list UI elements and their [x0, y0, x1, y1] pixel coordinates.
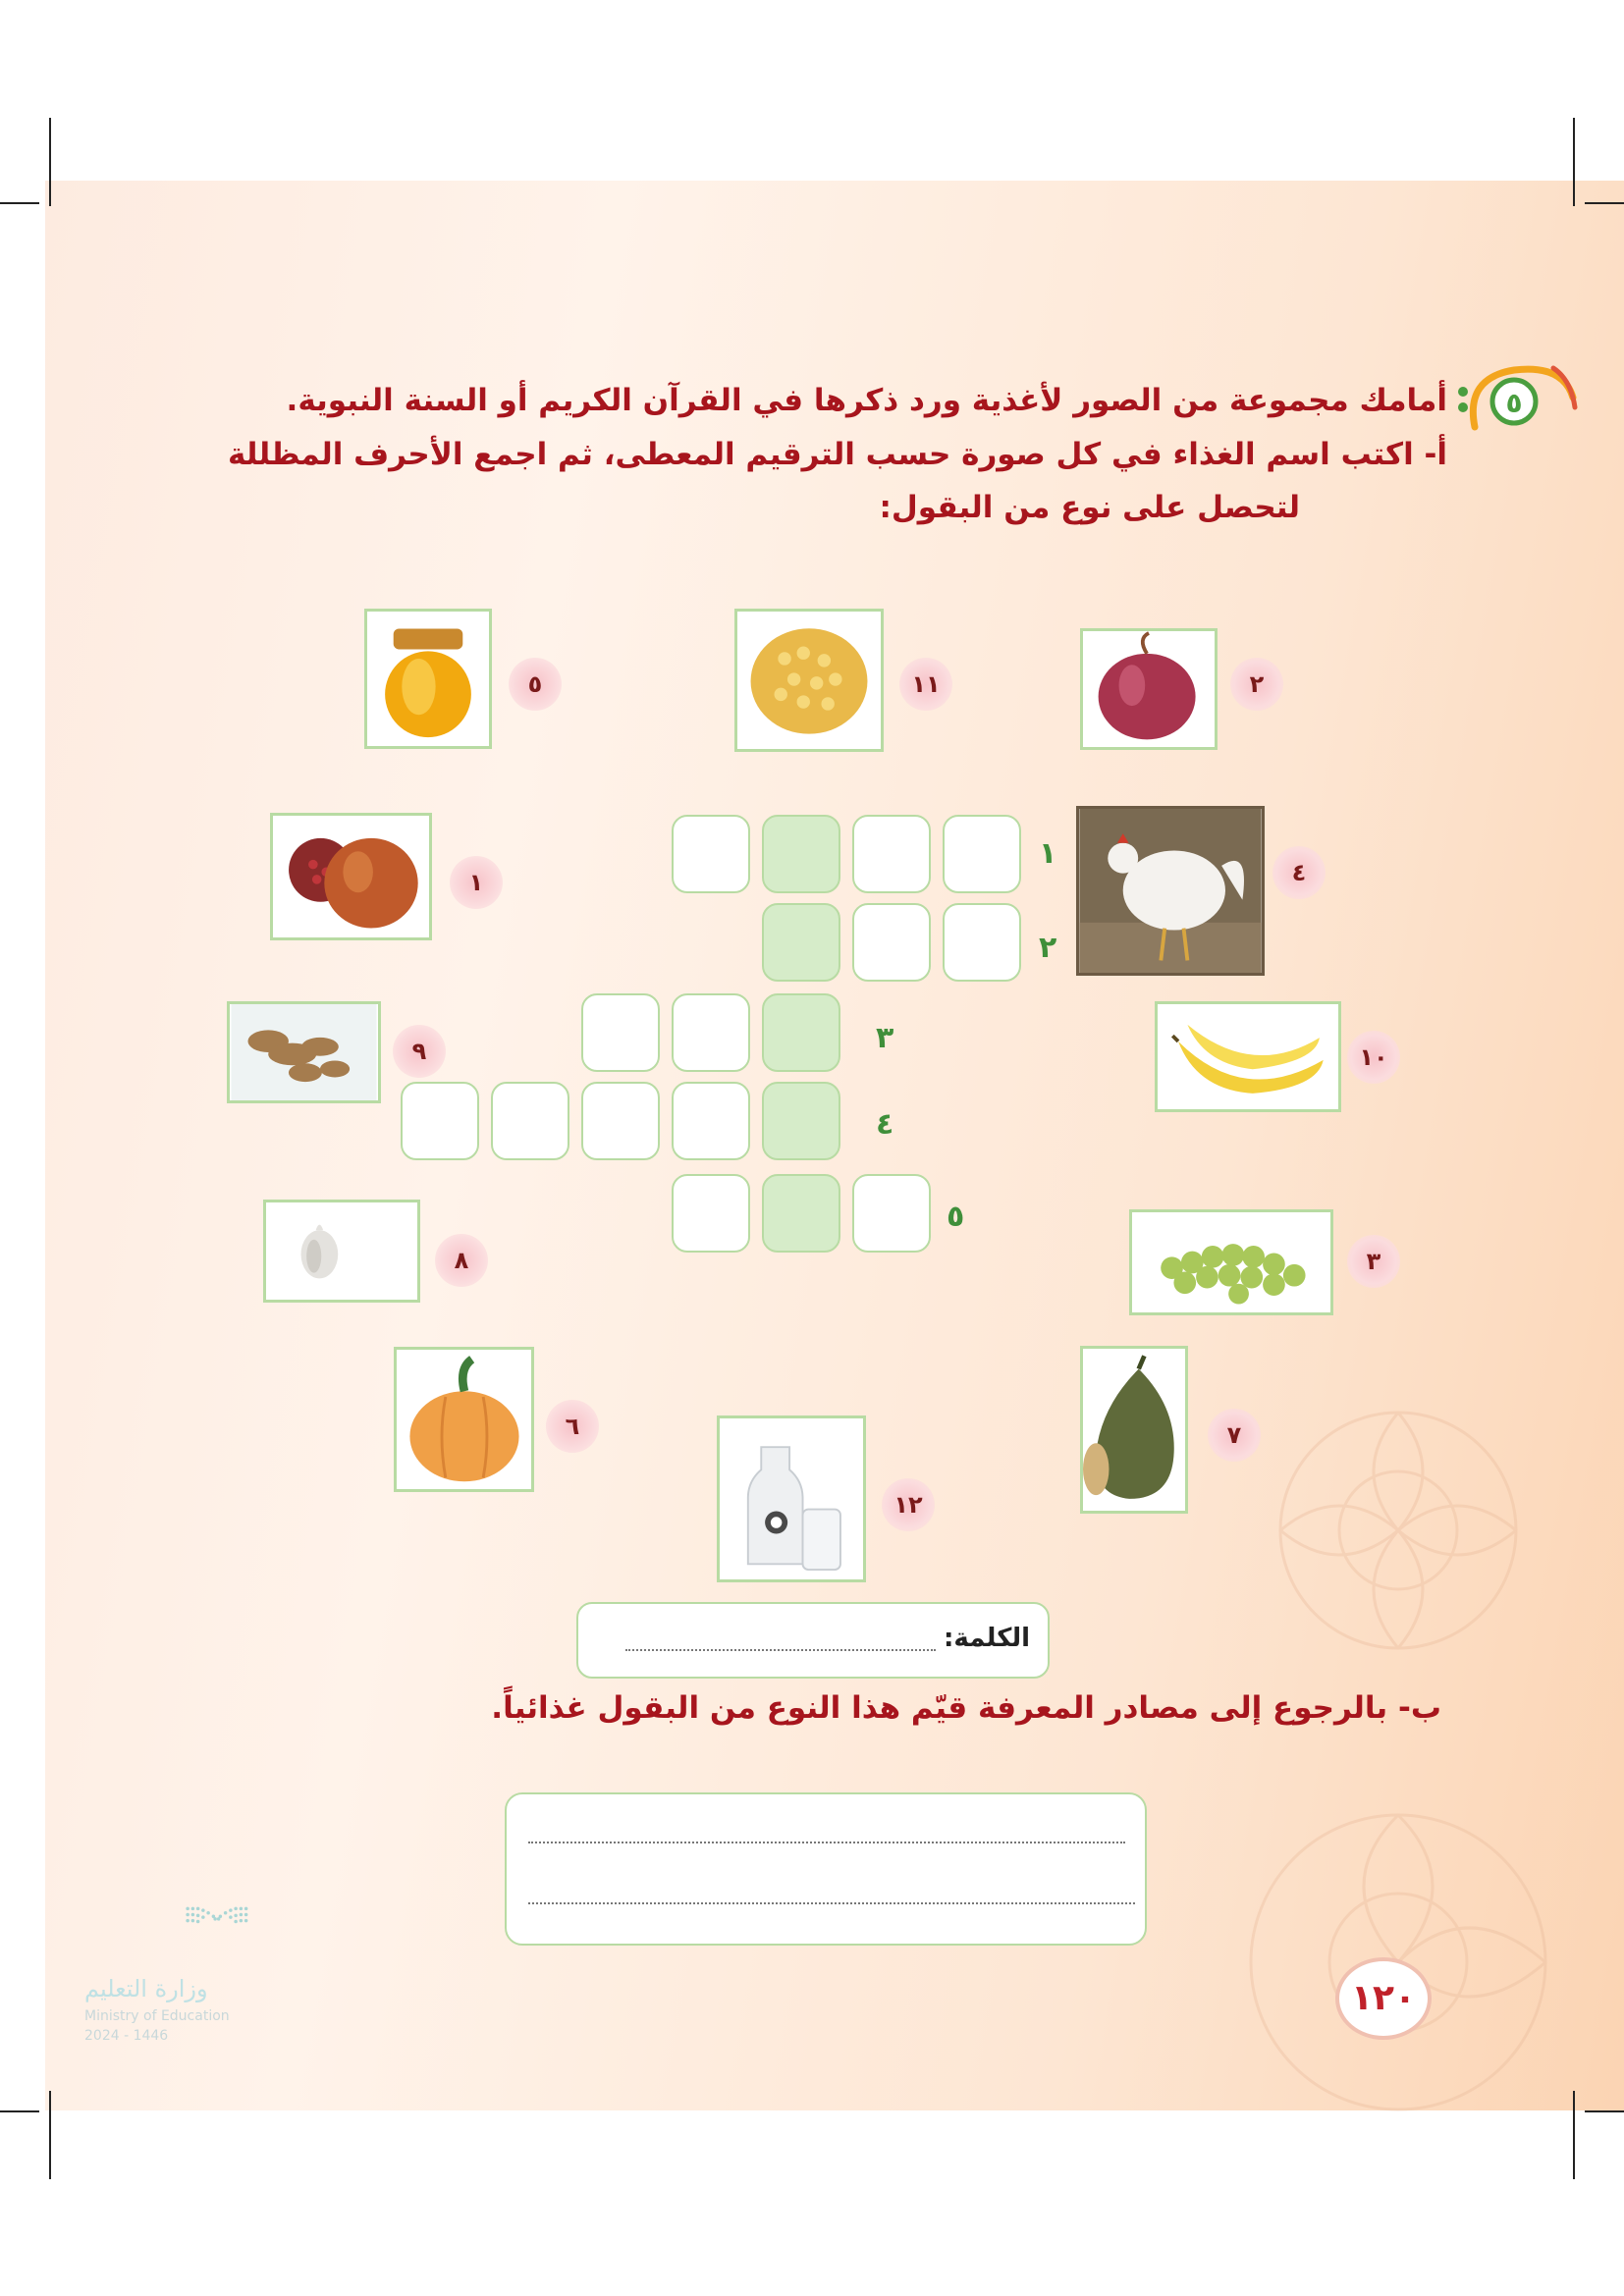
ministry-name-en: Ministry of Education — [84, 2008, 230, 2024]
label-4: ٤ — [1272, 846, 1326, 899]
crossword-cell[interactable] — [672, 1082, 750, 1160]
crossword-cell[interactable] — [852, 903, 931, 982]
crossword-cell[interactable] — [943, 903, 1021, 982]
row-number-5: ٥ — [947, 1200, 965, 1234]
corn-kernels-icon — [737, 612, 881, 749]
label-9: ٩ — [393, 1025, 446, 1078]
crossword-cell[interactable] — [672, 815, 750, 893]
grapes-icon — [1132, 1212, 1330, 1312]
crossword-cell[interactable] — [672, 993, 750, 1072]
photo-corn — [734, 609, 884, 752]
pomegranate-icon — [273, 816, 429, 937]
label-7: ٧ — [1208, 1409, 1261, 1462]
word-label: الكلمة: — [943, 1624, 1030, 1653]
photo-milk — [717, 1415, 866, 1582]
crop-mark — [0, 202, 39, 204]
garlic-icon — [266, 1202, 417, 1300]
word-answer-line[interactable] — [625, 1649, 936, 1651]
row-number-2: ٢ — [1039, 931, 1057, 965]
pumpkin-icon — [397, 1350, 531, 1489]
label-12: ١٢ — [882, 1478, 935, 1531]
milk-bottle-icon — [720, 1418, 863, 1579]
label-3: ٣ — [1347, 1235, 1400, 1288]
question-badge-icon — [1455, 358, 1583, 447]
fig-icon — [1083, 1349, 1185, 1511]
label-2: ٢ — [1230, 658, 1283, 711]
answer-line-2[interactable] — [528, 1902, 1135, 1904]
part-b-instruction: ب- بالرجوع إلى مصادر المعرفة قيّم هذا النوع من البقول غذائياً. — [491, 1690, 1441, 1726]
crossword-cell-shaded[interactable] — [762, 903, 840, 982]
crossword-cell[interactable] — [852, 815, 931, 893]
ginger-icon — [230, 1004, 378, 1100]
crossword-cell[interactable] — [852, 1174, 931, 1253]
part-b-answer-box[interactable] — [505, 1792, 1147, 1946]
photo-onion — [1080, 628, 1218, 750]
crossword-cell-shaded[interactable] — [762, 815, 840, 893]
photo-garlic — [263, 1200, 420, 1303]
part-a-instruction: أ- اكتب اسم الغذاء في كل صورة حسب الترقيم المعطى، ثم اجمع الأحرف المظللة — [227, 437, 1447, 472]
crop-mark — [1585, 202, 1624, 204]
ministry-name-ar: وزارة التعليم — [84, 1975, 208, 2002]
rooster-icon — [1079, 809, 1262, 973]
label-6: ٦ — [546, 1400, 599, 1453]
label-10: ١٠ — [1347, 1031, 1400, 1084]
label-1: ١ — [450, 856, 503, 909]
crop-mark — [0, 2110, 39, 2112]
photo-honey — [364, 609, 492, 749]
photo-pumpkin — [394, 1347, 534, 1492]
crossword-cell[interactable] — [491, 1082, 569, 1160]
row-number-4: ٤ — [876, 1107, 894, 1142]
answer-line-1[interactable] — [528, 1842, 1125, 1843]
part-a-instruction-cont: لتحصل على نوع من البقول: — [879, 490, 1300, 525]
question-number: ٥ — [1505, 387, 1523, 419]
onion-icon — [1083, 631, 1215, 747]
word-answer-box[interactable] — [576, 1602, 1050, 1679]
row-number-3: ٣ — [876, 1021, 894, 1055]
edition-year: 2024 - 1446 — [84, 2028, 169, 2044]
crossword-cell[interactable] — [581, 1082, 660, 1160]
crop-mark — [1573, 118, 1575, 206]
honey-jar-icon — [367, 612, 489, 746]
question-title: أمامك مجموعة من الصور لأغذية ورد ذكرها في القرآن الكريم أو السنة النبوية. — [286, 383, 1447, 418]
label-11: ١١ — [899, 658, 952, 711]
label-8: ٨ — [435, 1234, 488, 1287]
ministry-logo-icon — [84, 1904, 320, 1973]
crossword-cell-shaded[interactable] — [762, 993, 840, 1072]
label-5: ٥ — [509, 658, 562, 711]
photo-banana — [1155, 1001, 1341, 1112]
photo-ginger — [227, 1001, 381, 1103]
photo-rooster — [1076, 806, 1265, 976]
crossword-cell-shaded[interactable] — [762, 1082, 840, 1160]
page-number: ١٢٠ — [1335, 1957, 1432, 2040]
crossword-cell-shaded[interactable] — [762, 1174, 840, 1253]
question-block — [171, 373, 1523, 534]
crossword-cell[interactable] — [401, 1082, 479, 1160]
crossword-cell[interactable] — [943, 815, 1021, 893]
crossword-cell[interactable] — [581, 993, 660, 1072]
photo-pomegranate — [270, 813, 432, 940]
banana-icon — [1158, 1004, 1338, 1109]
crop-mark — [49, 118, 51, 206]
crop-mark — [49, 2091, 51, 2179]
row-number-1: ١ — [1039, 836, 1057, 871]
photo-grapes — [1129, 1209, 1333, 1315]
photo-fig — [1080, 1346, 1188, 1514]
crossword-cell[interactable] — [672, 1174, 750, 1253]
